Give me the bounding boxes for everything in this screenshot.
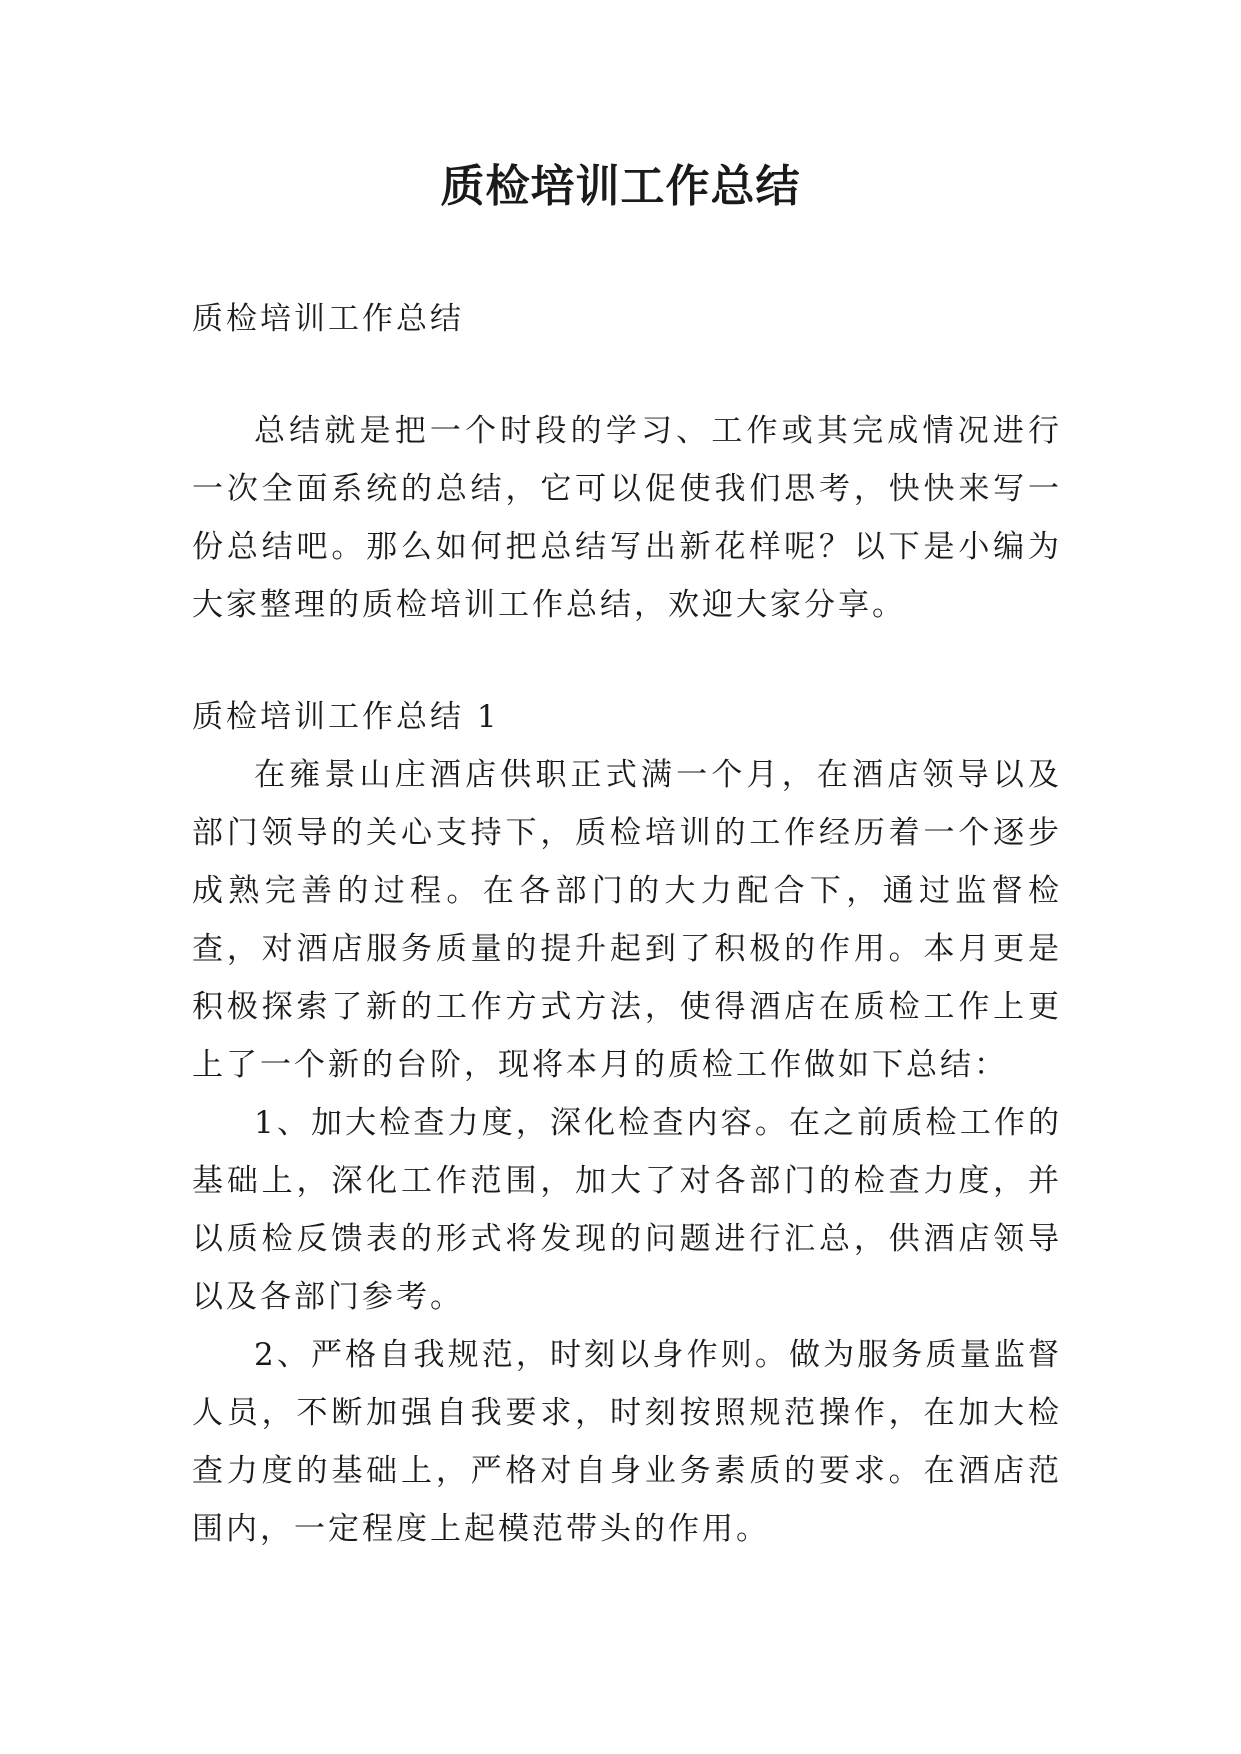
intro-paragraph: 总结就是把一个时段的学习、工作或其完成情况进行一次全面系统的总结，它可以促使我们思考，快快来写一份总结吧。那么如何把总结写出新花样呢？以下是小编为大家整理的质检培训工作总结，欢迎大家分享。 [192,413,1062,623]
section-heading: 质检培训工作总结 1 [192,699,500,735]
body-paragraph: 在雍景山庄酒店供职正式满一个月，在酒店领导以及部门领导的关心支持下，质检培训的工作经历着一个逐步成熟完善的过程。在各部门的大力配合下，通过监督检查，对酒店服务质量的提升起到了积极的作用。本月更是积极探索了新的工作方式方法，使得酒店在质检工作上更上了一个新的台阶，现将本月的质检工作做如下总结： [192,757,1062,1083]
document-title: 质检培训工作总结 [440,161,801,212]
document-body [192,290,1062,1558]
body-paragraph: 1、加大检查力度，深化检查内容。在之前质检工作的基础上，深化工作范围，加大了对各部门的检查力度，并以质检反馈表的形式将发现的问题进行汇总，供酒店领导以及各部门参考。 [192,1105,1062,1315]
document-subtitle: 质检培训工作总结 [192,301,464,337]
body-paragraph: 2、严格自我规范，时刻以身作则。做为服务质量监督人员，不断加强自我要求，时刻按照规范操作，在加大检查力度的基础上，严格对自身业务素质的要求。在酒店范围内，一定程度上起模范带头的作用。 [192,1337,1062,1547]
